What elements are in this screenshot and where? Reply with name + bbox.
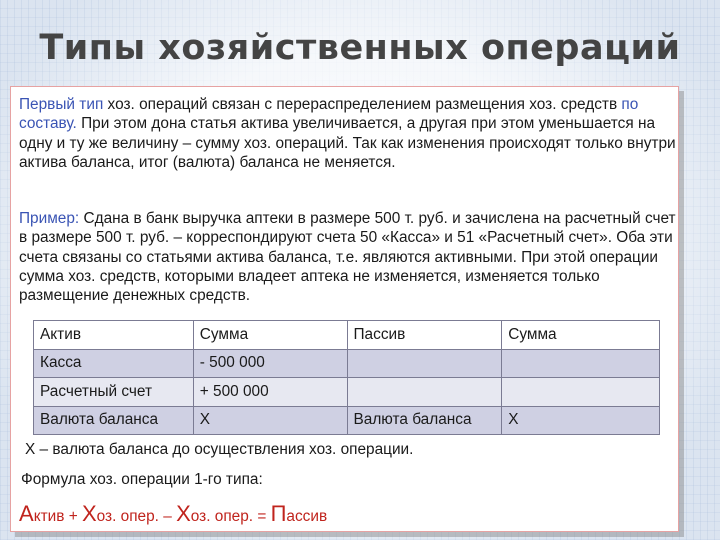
content-card <box>10 86 679 532</box>
header-cell-amount: Сумма <box>193 321 347 350</box>
formula-minus: – <box>158 508 177 525</box>
first-type-label: Первый тип <box>19 96 104 113</box>
slide-title: Типы хозяйственных операций <box>39 28 681 68</box>
header-cell-asset: Актив <box>34 321 194 350</box>
example-paragraph <box>19 209 679 305</box>
formula-op1-cap: Х <box>81 501 97 526</box>
by-composition-label: по составу. <box>19 96 639 133</box>
example-text: Сдана в банк выручка аптеки в размере 500 т. руб. и зачислена на расчетный счет в размере 500 т. руб. – корреспондируют счета 50 «Касса» и 51 «Расчетный счет». Оба эти счета связаны со статьями актива баланса, т.е. являются активными. При этой операции сумма хоз. средств, которыми владеет аптека не изменяется, изменяется только размещение денежных средств. <box>19 210 676 305</box>
table-row <box>34 406 660 435</box>
formula-plus: + <box>64 508 82 525</box>
table-cell <box>347 378 502 407</box>
first-type-text-a: хоз. операций связан с перераспределением размещения хоз. средств <box>103 96 622 113</box>
formula-label: Формула хоз. операции 1-го типа: <box>21 471 263 488</box>
formula <box>19 501 327 527</box>
formula-liability-cap: П <box>270 501 287 526</box>
table-cell <box>347 349 502 378</box>
table-cell: Касса <box>34 349 194 378</box>
table-cell: Х <box>502 406 660 435</box>
table-cell: + 500 000 <box>193 378 347 407</box>
table-cell <box>502 349 660 378</box>
formula-op2-cap: Х <box>176 501 191 526</box>
table-cell: Х <box>193 406 347 435</box>
table-cell: Валюта баланса <box>347 406 502 435</box>
currency-note: Х – валюта баланса до осуществления хоз. операции. <box>25 441 414 458</box>
header-cell-amount-2: Сумма <box>502 321 660 350</box>
table-header-row <box>34 321 660 350</box>
first-type-text-b: При этом дона статья актива увеличивается, а другая при этом уменьшается на одну и ту же величину – сумму хоз. операций. Так как изменения происходят только внутри актива баланса, итог (валюта) баланса не меняется. <box>19 115 676 171</box>
balance-table <box>33 320 660 435</box>
table-row <box>34 378 660 407</box>
example-label: Пример: <box>19 210 80 227</box>
formula-liability-rest: ассив <box>286 508 328 525</box>
formula-op1-rest: оз. опер. <box>96 508 159 525</box>
table-row <box>34 349 660 378</box>
formula-equals: = <box>253 508 271 525</box>
first-type-paragraph <box>19 95 679 172</box>
table-cell: - 500 000 <box>193 349 347 378</box>
formula-asset-rest: ктив <box>33 508 65 525</box>
table-cell: Расчетный счет <box>34 378 194 407</box>
formula-op2-rest: оз. опер. <box>190 508 254 525</box>
header-cell-liability: Пассив <box>347 321 502 350</box>
table-cell <box>502 378 660 407</box>
table-cell: Валюта баланса <box>34 406 194 435</box>
formula-asset-cap: А <box>19 501 34 526</box>
